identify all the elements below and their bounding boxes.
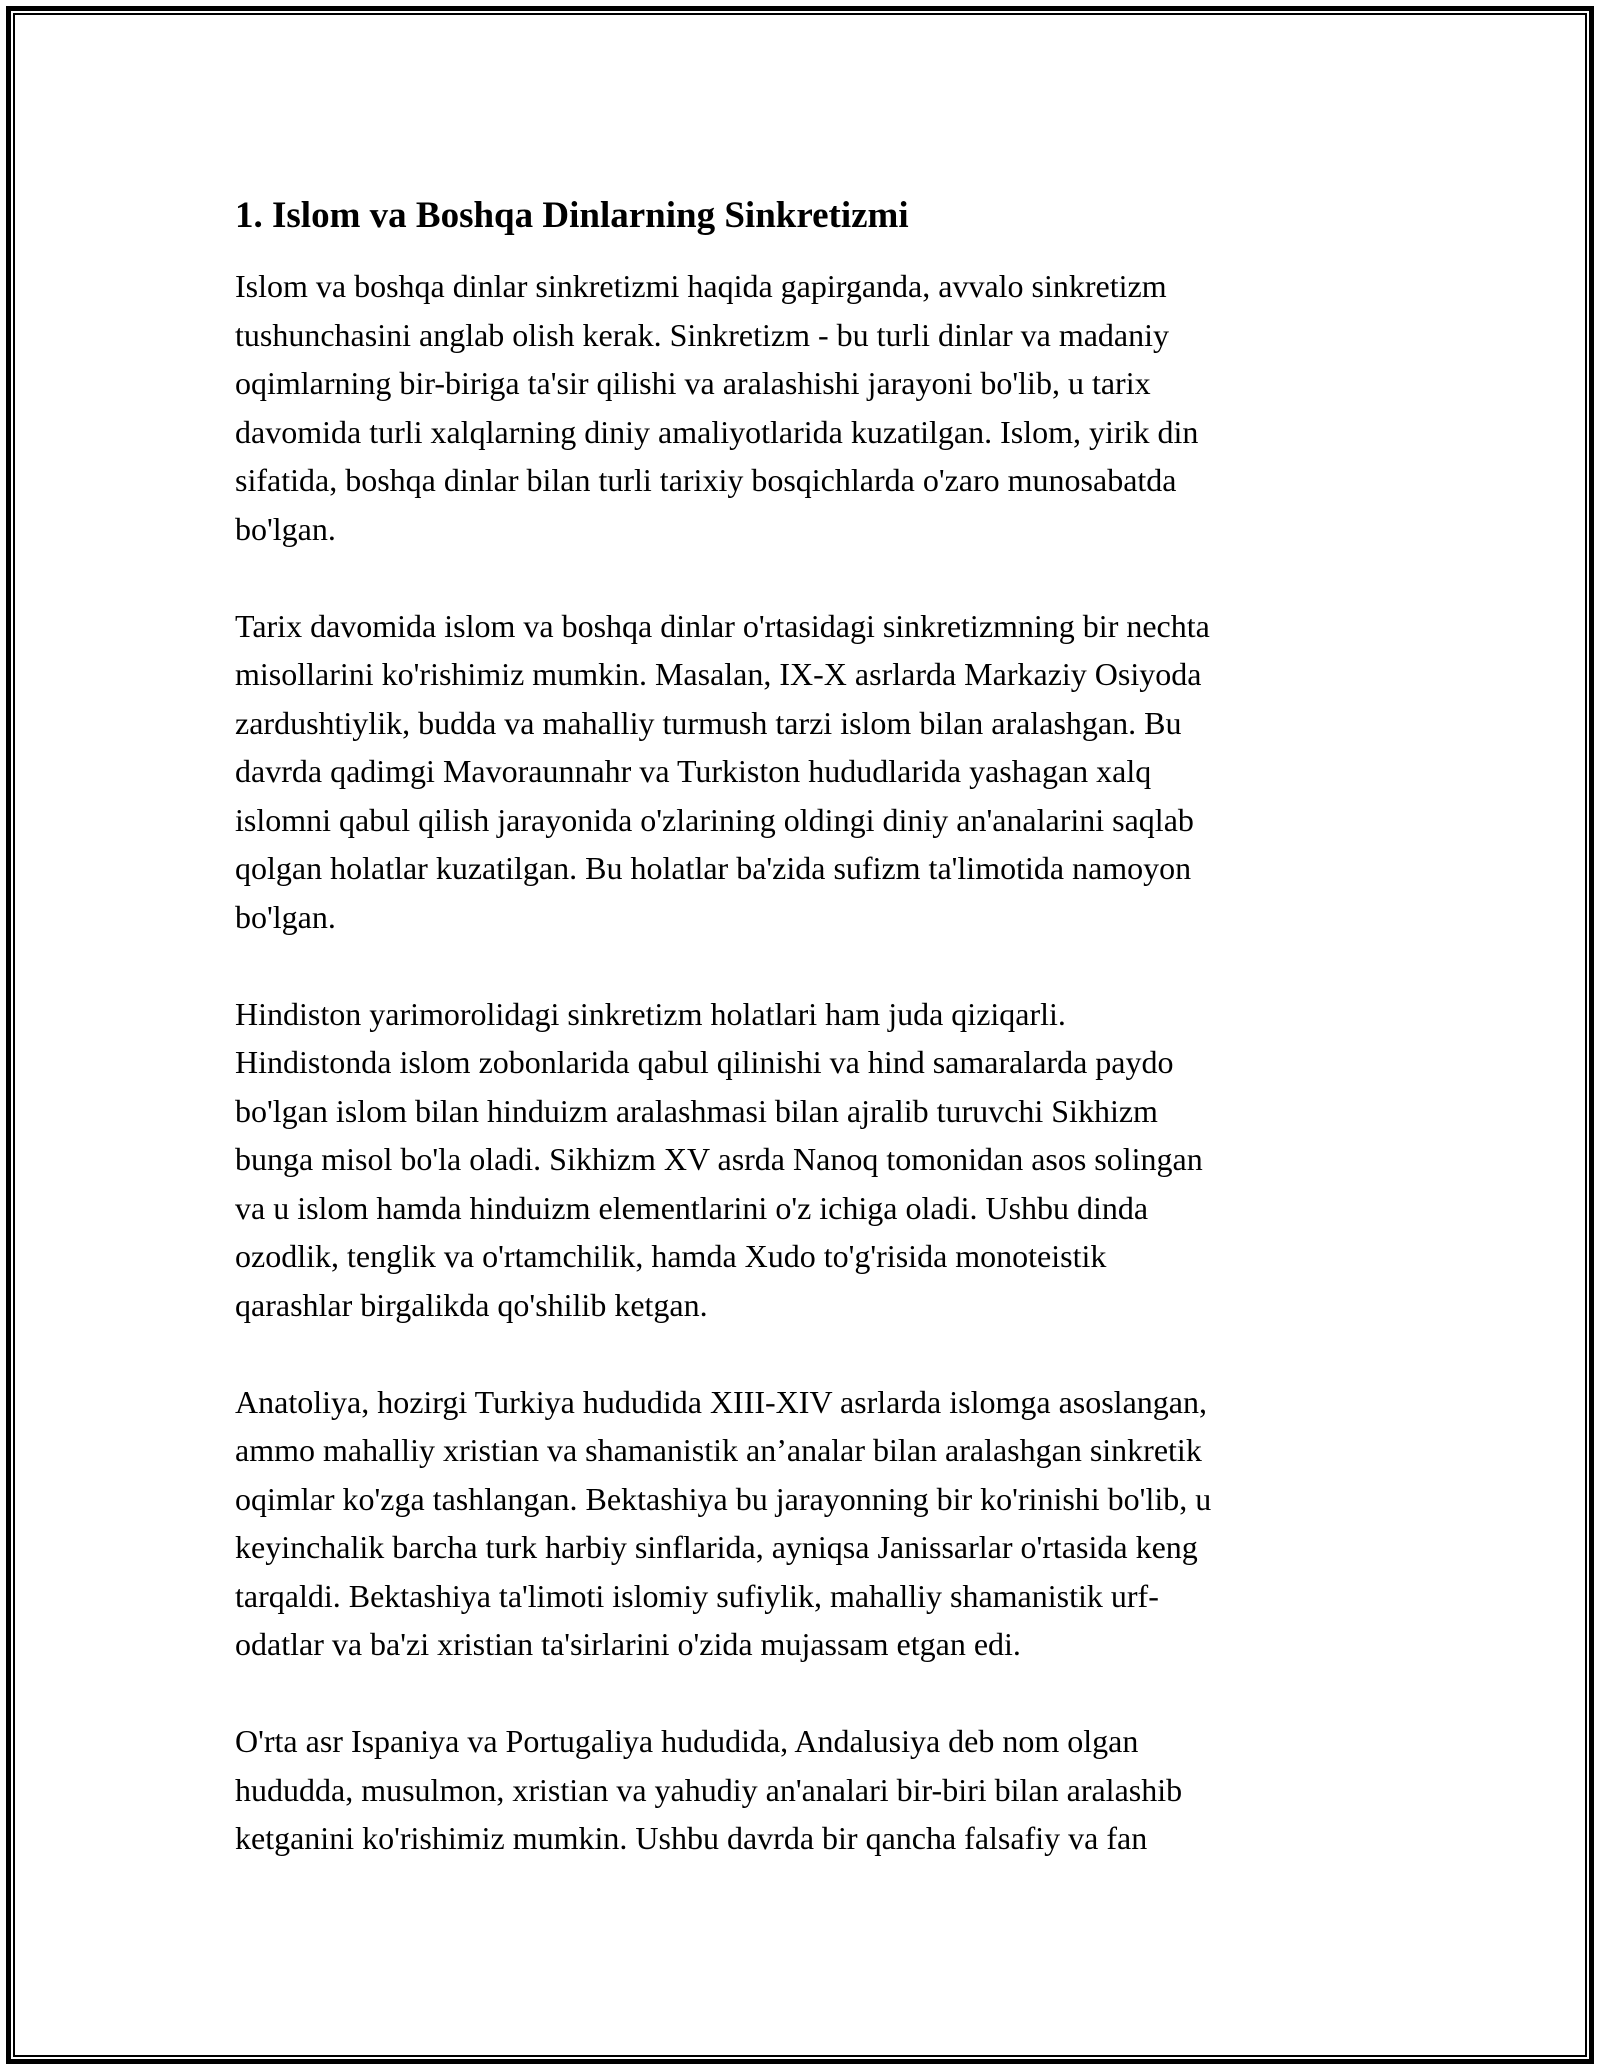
text-line: va u islom hamda hinduizm elementlarini o'z ichiga oladi. Ushbu dinda xyxy=(235,1189,1149,1226)
text-line: qarashlar birgalikda qo'shilib ketgan. xyxy=(235,1286,708,1323)
text-line: Anatoliya, hozirgi Turkiya hududida XIII-XIV asrlarda islomga asoslangan, xyxy=(235,1383,1207,1420)
text-line: tushunchasini anglab olish kerak. Sinkretizm - bu turli dinlar va madaniy xyxy=(235,316,1170,353)
text-line: ketganini ko'rishimiz mumkin. Ushbu davrda bir qancha falsafiy va fan xyxy=(235,1820,1148,1856)
paragraph-3 xyxy=(235,990,1365,1330)
text-line: davomida turli xalqlarning diniy amaliyotlarida kuzatilgan. Islom, yirik din xyxy=(235,413,1199,450)
text-line: Hindistonda islom zobonlarida qabul qilinishi va hind samaralarda paydo xyxy=(235,1044,1174,1080)
text-line: tarqaldi. Bektashiya ta'limoti islomiy sufiylik, mahalliy shamanistik urf- xyxy=(235,1577,1159,1614)
section-heading: 1. Islom va Boshqa Dinlarning Sinkretizmi xyxy=(235,195,909,236)
text-line: zardushtiylik, budda va mahalliy turmush tarzi islom bilan aralashgan. Bu xyxy=(235,704,1182,741)
paragraph-list xyxy=(235,262,1365,1863)
document-body xyxy=(235,190,1365,1911)
text-line: bunga misol bo'la oladi. Sikhizm XV asrda Nanoq tomonidan asos solingan xyxy=(235,1141,1203,1177)
text-line: qolgan holatlar kuzatilgan. Bu holatlar ba'zida sufizm ta'limotida namoyon xyxy=(235,850,1192,886)
text-line: ozodlik, tenglik va o'rtamchilik, hamda Xudo to'g'risida monoteistik xyxy=(235,1238,1107,1274)
text-line: misollarini ko'rishimiz mumkin. Masalan, IX-X asrlarda Markaziy Osiyoda xyxy=(235,656,1202,692)
text-line: keyinchalik barcha turk harbiy sinflarida, ayniqsa Janissarlar o'rtasida keng xyxy=(235,1529,1198,1565)
paragraph-1 xyxy=(235,262,1365,553)
text-line: bo'lgan islom bilan hinduizm aralashmasi bilan ajralib turuvchi Sikhizm xyxy=(235,1092,1158,1129)
text-line: sifatida, boshqa dinlar bilan turli tarixiy bosqichlarda o'zaro munosabatda xyxy=(235,462,1177,498)
text-line: hududda, musulmon, xristian va yahudiy an'analari bir-biri bilan aralashib xyxy=(235,1771,1183,1808)
text-line: oqimlar ko'zga tashlangan. Bektashiya bu jarayonning bir ko'rinishi bo'lib, u xyxy=(235,1480,1212,1517)
paragraph-4 xyxy=(235,1378,1365,1669)
text-line: davrda qadimgi Mavoraunnahr va Turkiston hududlarida yashagan xalq xyxy=(235,753,1152,789)
text-line: Tarix davomida islom va boshqa dinlar o'rtasidagi sinkretizmning bir nechta xyxy=(235,607,1210,644)
text-line: bo'lgan. xyxy=(235,510,336,547)
text-line: Islom va boshqa dinlar sinkretizmi haqida gapirganda, avvalo sinkretizm xyxy=(235,268,1167,304)
text-line: oqimlarning bir-biriga ta'sir qilishi va aralashishi jarayoni bo'lib, u tarix xyxy=(235,365,1151,401)
text-line: ammo mahalliy xristian va shamanistik an’analar bilan aralashgan sinkretik xyxy=(235,1432,1202,1468)
text-line: Hindiston yarimorolidagi sinkretizm holatlari ham juda qiziqarli. xyxy=(235,995,1066,1032)
paragraph-5 xyxy=(235,1717,1365,1863)
text-line: islomni qabul qilish jarayonida o'zlarining oldingi diniy an'analarini saqlab xyxy=(235,801,1194,838)
paragraph-2 xyxy=(235,602,1365,942)
text-line: odatlar va ba'zi xristian ta'sirlarini o'zida mujassam etgan edi. xyxy=(235,1626,1021,1662)
text-line: O'rta asr Ispaniya va Portugaliya hududida, Andalusiya deb nom olgan xyxy=(235,1723,1139,1759)
text-line: bo'lgan. xyxy=(235,898,336,935)
